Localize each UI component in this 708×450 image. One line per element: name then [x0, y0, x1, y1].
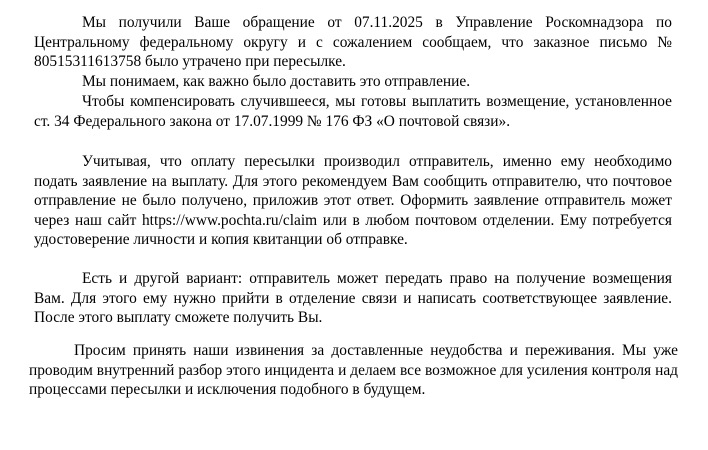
- paragraph-compensation: Чтобы компенсировать случившееся, мы готовы выплатить возмещение, установленное ст. 34 Федерального закона от 17.07.1999 № 176 ФЗ «О почтовой связи».: [34, 93, 672, 130]
- paragraph-sender-claim: Учитывая, что оплату пересылки производил отправитель, именно ему необходимо подать заявление на выплату. Для этого рекомендуем Вам сообщить отправителю, что почтовое отправление не было получено, приложив этот ответ. Оформить заявление отправитель может через наш сайт https://www.pochta.ru/claim или в любом почтовом отделении. Ему потребуется удостоверение личности и копия квитанции об отправке.: [34, 153, 672, 248]
- paragraph-apology: Просим принять наши извинения за доставленные неудобства и переживания. Мы уже проводим внутренний разбор этого инцидента и делаем все возможное для усиления контроля над процессами пересылки и исключения подобного в будущем.: [29, 342, 678, 398]
- paragraph-inquiry-received: Мы получили Ваше обращение от 07.11.2025 в Управление Роскомнадзора по Центральному федеральному округу и с сожалением сообщаем, что заказное письмо № 80515311613758 было утрачено при пересылке.: [34, 14, 672, 70]
- paragraph-alternative: Есть и другой вариант: отправитель может передать право на получение возмещения Вам. Для этого ему нужно прийти в отделение связи и написать соответствующее заявление. После этого выплату сможете получить Вы.: [34, 270, 672, 326]
- paragraph-understanding: Мы понимаем, как важно было доставить это отправление.: [82, 73, 471, 90]
